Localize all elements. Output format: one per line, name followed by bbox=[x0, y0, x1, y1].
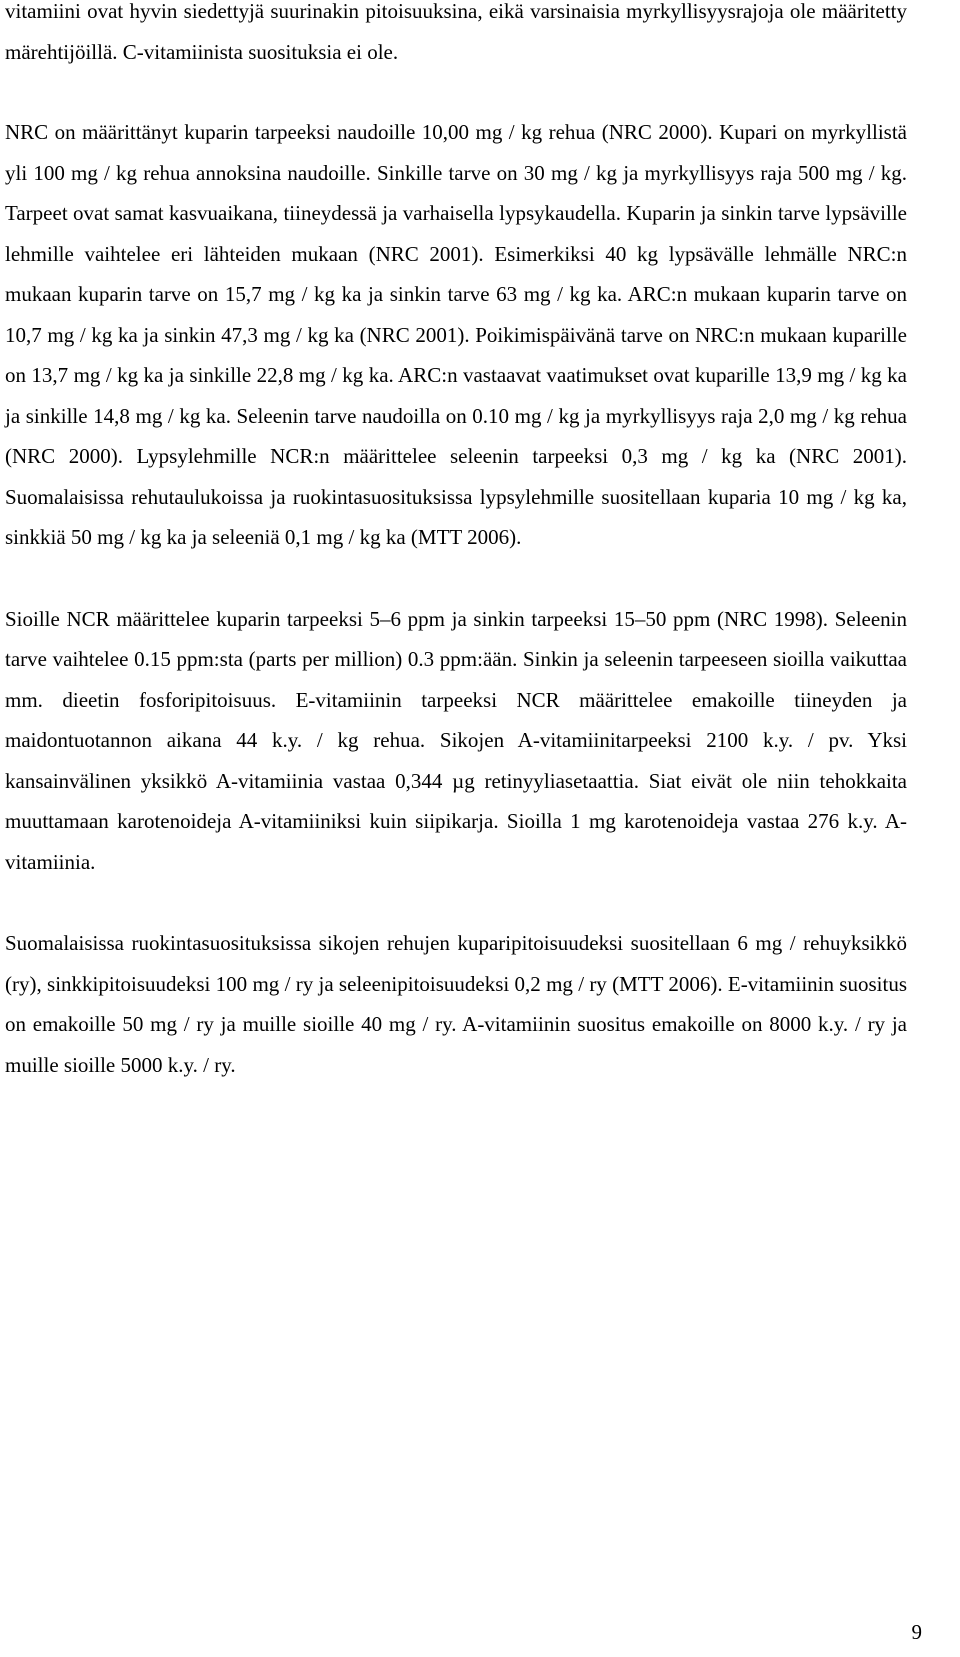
paragraph-vitamins-tolerance: vitamiini ovat hyvin siedettyjä suurinakin pitoisuuksina, eikä varsinaisia myrkyllisyysrajoja ole määritetty märehtijöillä. C-vitamiinista suosituksia ei ole. bbox=[5, 0, 907, 64]
paragraph-pig-requirements: Sioille NCR määrittelee kuparin tarpeeksi 5–6 ppm ja sinkin tarpeeksi 15–50 ppm (NRC 1998). Seleenin tarve vaihtelee 0.15 ppm:sta (parts per million) 0.3 ppm:ään. Sinkin ja seleenin tarpeeseen sioilla vaikuttaa mm. dieetin fosforipitoisuus. E-vitamiinin tarpeeksi NCR määrittelee emakoille tiineyden ja maidontuotannon aikana 44 k.y. / kg rehua. Sikojen A-vitamiinitarpeeksi 2100 k.y. / pv. Yksi kansainvälinen yksikkö A-vitamiinia vastaa 0,344 µg retinyyliasetaattia. Siat eivät ole niin tehokkaita muuttamaan karotenoideja A-vitamiiniksi kuin siipikarja. Sioilla 1 mg karotenoideja vastaa 276 k.y. A-vitamiinia. bbox=[5, 606, 907, 874]
paragraph-finnish-pig-recommendations: Suomalaisissa ruokintasuosituksissa sikojen rehujen kuparipitoisuudeksi suositellaan 6 mg / rehuyksikkö (ry), sinkkipitoisuudeksi 100 mg / ry ja seleenipitoisuudeksi 0,2 mg / ry (MTT 2006). E-vitamiinin suositus on emakoille 50 mg / ry ja muille sioille 40 mg / ry. A-vitamiinin suositus emakoille on 8000 k.y. / ry ja muille sioille 5000 k.y. / ry. bbox=[5, 931, 907, 1077]
page-number: 9 bbox=[911, 1620, 922, 1644]
paragraph-cattle-trace-minerals: NRC on määrittänyt kuparin tarpeeksi naudoille 10,00 mg / kg rehua (NRC 2000). Kupari on myrkyllistä yli 100 mg / kg rehua annoksina naudoille. Sinkille tarve on 30 mg / kg ja myrkyllisyys raja 500 mg / kg. Tarpeet ovat samat kasvuaikana, tiineydessä ja varhaisella lypsykaudella. Kuparin ja sinkin tarve lypsäville lehmille vaihtelee eri lähteiden mukaan (NRC 2001). Esimerkiksi 40 kg lypsävälle lehmälle NRC:n mukaan kuparin tarve on 15,7 mg / kg ka ja sinkin tarve 63 mg / kg ka. ARC:n mukaan kuparin tarve on 10,7 mg / kg ka ja sinkin 47,3 mg / kg ka (NRC 2001). Poikimispäivänä tarve on NRC:n mukaan kuparille on 13,7 mg / kg ka ja sinkille 22,8 mg / kg ka. ARC:n vastaavat vaatimukset ovat kuparille 13,9 mg / kg ka ja sinkille 14,8 mg / kg ka. Seleenin tarve naudoilla on 0.10 mg / kg ja myrkyllisyys raja 2,0 mg / kg rehua (NRC 2000). Lypsylehmille NCR:n määrittelee seleenin tarpeeksi 0,3 mg / kg ka (NRC 2001). Suomalaisissa rehutaulukoissa ja ruokintasuosituksissa lypsylehmille suositellaan kuparia 10 mg / kg ka, sinkkiä 50 mg / kg ka ja seleeniä 0,1 mg / kg ka (MTT 2006). bbox=[5, 120, 907, 549]
document-page bbox=[5, 0, 907, 1085]
